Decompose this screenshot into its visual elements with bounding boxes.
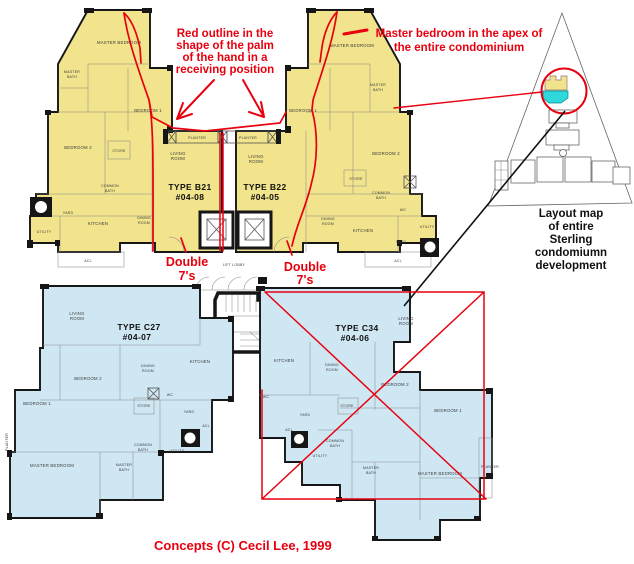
palm-note-arrow-left [177, 80, 214, 119]
room-label-utility: UTILITY [419, 225, 435, 229]
room-label-kitchen: KITCHEN [87, 221, 109, 226]
room-label-wc: WC [262, 395, 270, 399]
map-caption: condomiumn [534, 247, 608, 259]
room-label-dining: DINING [321, 217, 335, 221]
unit-c27-plan [5, 284, 234, 520]
room-label-acl: ACL [84, 259, 92, 263]
room-label-living: ROOM [170, 156, 186, 161]
room-label-planter: PLANTER [239, 136, 257, 140]
room-label-master-bath: MASTER [63, 70, 81, 74]
washer-icon [291, 431, 308, 448]
room-label-dining: ROOM [326, 368, 338, 372]
room-label-planter: PLANTER [5, 433, 9, 451]
room-label-bedroom-2: BEDROOM 2 [381, 382, 409, 387]
room-label-planter: PLANTER [188, 136, 206, 140]
room-label-living: LIVING [170, 151, 186, 156]
room-label-bedroom-1: BEDROOM 1 [23, 401, 51, 406]
room-label-dining: DINING [141, 364, 155, 368]
palm-note-text: Red outline in the [176, 28, 274, 40]
unit-b22-number: #04-05 [250, 192, 280, 202]
room-label-utility: UTILITY [36, 230, 52, 234]
room-label-living: LIVING [248, 154, 264, 159]
room-label-acl: ACL [285, 428, 293, 432]
room-label-kitchen: KITCHEN [273, 358, 295, 363]
room-label-bedroom-1: BEDROOM 1 [134, 108, 162, 113]
room-label-common-bath: COMMON [372, 191, 390, 195]
double7-left-label: Double [165, 255, 209, 269]
room-label-bedroom-2: BEDROOM 2 [64, 145, 92, 150]
unit-c27-type: TYPE C27 [117, 322, 161, 332]
room-label-yard: YARD [183, 410, 195, 414]
room-label-living: ROOM [398, 321, 414, 326]
washer-icon [420, 238, 439, 257]
room-label-acl: ACL [394, 259, 402, 263]
room-label-store: STORE [340, 404, 354, 408]
room-label-bedroom-2: BEDROOM 2 [74, 376, 102, 381]
room-label-dining: ROOM [138, 221, 150, 225]
room-label-common-bath: COMMON [326, 439, 344, 443]
apex-note-text: Master bedroom in the apex of [375, 28, 543, 40]
room-label-master-bedroom: MASTER BEDROOM [29, 463, 75, 468]
room-label-dining: DINING [137, 216, 151, 220]
room-label-wc: WC [399, 208, 407, 212]
room-label-store: STORE [112, 149, 126, 153]
room-label-common-bath: BATH [104, 189, 116, 193]
room-label-common-bath: COMMON [134, 443, 152, 447]
double7-right-label: 7's [296, 273, 314, 287]
room-label-bedroom-1: BEDROOM 1 [434, 408, 462, 413]
room-label-master-bath: MASTER [115, 463, 133, 467]
room-label-yard: YARD [395, 240, 407, 244]
room-label-common-bath: BATH [137, 448, 149, 452]
palm-note-arrow-right [243, 80, 264, 117]
double7-left-label: 7's [178, 269, 196, 283]
palm-note-text: shape of the palm [176, 40, 274, 52]
room-label-utility: UTILITY [312, 454, 328, 458]
room-label-master-bath: MASTER [362, 466, 380, 470]
room-label-master-bath: MASTER [369, 83, 387, 87]
unit-c34-number: #04-06 [340, 333, 370, 343]
room-label-common-bath: BATH [329, 444, 341, 448]
room-label-store: STORE [349, 177, 363, 181]
map-caption: Sterling [549, 234, 593, 246]
room-label-kitchen: KITCHEN [352, 228, 374, 233]
unit-c34-type: TYPE C34 [335, 323, 379, 333]
unit-b21-number: #04-08 [175, 192, 205, 202]
room-label-master-bath: BATH [365, 471, 377, 475]
unit-b22-type: TYPE B22 [243, 182, 287, 192]
room-label-dining: ROOM [142, 369, 154, 373]
room-label-common-bath: BATH [375, 196, 387, 200]
map-connector-line [394, 92, 542, 108]
map-caption: Layout map [538, 208, 604, 220]
room-label-master-bedroom: MASTER BEDROOM [417, 471, 463, 476]
room-label-common-bath: COMMON [101, 184, 119, 188]
room-label-master-bedroom: MASTER BEDROOM [329, 43, 375, 48]
washer-icon [30, 197, 52, 217]
room-label-living: ROOM [69, 316, 85, 321]
apex-note-text: the entire condominium [393, 42, 525, 54]
unit-b21-type: TYPE B21 [168, 182, 212, 192]
room-label-wc: WC [166, 393, 174, 397]
copyright-text: Concepts (C) Cecil Lee, 1999 [154, 538, 332, 553]
double7-right-label: Double [283, 260, 327, 274]
palm-note-text: of the hand in a [182, 52, 268, 64]
room-label-master-bedroom: MASTER BEDROOM [96, 40, 142, 45]
room-label-lift-lobby: LIFT LOBBY [222, 263, 246, 267]
room-label-store: STORE [137, 404, 151, 408]
room-label-acl: ACL [202, 424, 210, 428]
unit-c27-number: #04-07 [122, 332, 152, 342]
room-label-dining: ROOM [322, 222, 334, 226]
room-label-kitchen: KITCHEN [189, 359, 211, 364]
room-label-master-bath: BATH [118, 468, 130, 472]
tennis-court-icon [495, 161, 508, 190]
map-caption: of entire [548, 221, 594, 233]
room-label-yard: YARD [299, 413, 311, 417]
room-label-planter: PLANTER [481, 465, 499, 469]
room-label-bedroom-1: BEDROOM 1 [289, 108, 317, 113]
room-label-master-bath: BATH [66, 75, 78, 79]
palm-note-text: receiving position [175, 64, 275, 76]
map-caption: development [535, 260, 607, 272]
unit-c34-plan [256, 286, 499, 541]
room-label-master-bath: BATH [372, 88, 384, 92]
room-label-living: LIVING [69, 311, 85, 316]
room-label-yard: YARD [62, 211, 74, 215]
room-label-bedroom-2: BEDROOM 2 [372, 151, 400, 156]
room-label-living: LIVING [398, 316, 414, 321]
room-label-living: ROOM [248, 159, 264, 164]
room-label-dining: DINING [325, 363, 339, 367]
washer-icon [181, 429, 200, 447]
room-label-utility: UTILITY [169, 449, 185, 453]
